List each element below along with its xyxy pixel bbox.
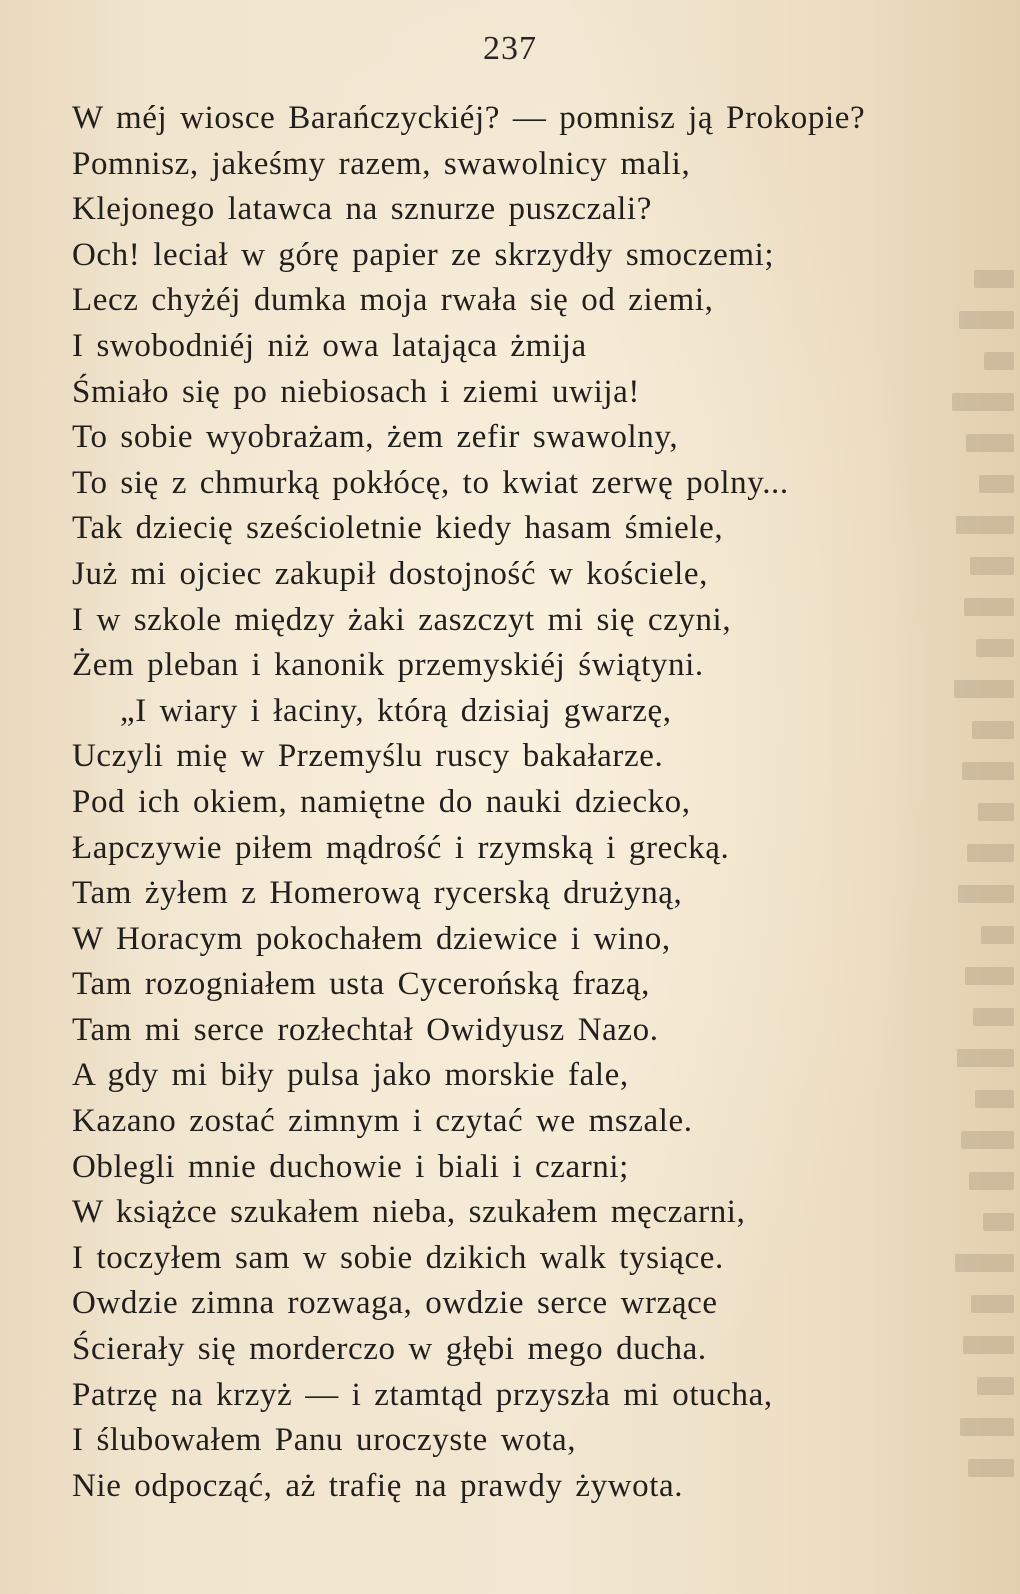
bleed-mark	[977, 1377, 1014, 1395]
poem-line: Tam mi serce rozłechtał Owidyusz Nazo.	[72, 1011, 659, 1048]
bleed-mark	[979, 475, 1014, 493]
bleed-mark	[960, 1418, 1014, 1436]
poem-line: W książce szukałem nieba, szukałem męczarni,	[72, 1194, 746, 1231]
bleed-mark	[966, 434, 1014, 452]
poem-line: I toczyłem sam w sobie dzikich walk tysiące.	[72, 1239, 724, 1276]
poem-line: Owdzie zimna rozwaga, owdzie serce wrzące	[72, 1285, 718, 1322]
bleed-mark	[962, 762, 1014, 780]
bleed-mark	[975, 1090, 1014, 1108]
bleed-mark	[952, 393, 1014, 411]
poem-line: Tak dziecię sześcioletnie kiedy hasam śmiele,	[72, 510, 724, 547]
poem-line: Och! leciał w górę papier ze skrzydły smoczemi;	[72, 236, 775, 273]
poem-line: Ścierały się morderczo w głębi mego ducha.	[72, 1331, 707, 1368]
bleed-mark	[984, 352, 1014, 370]
poem-line: Pomnisz, jakeśmy razem, swawolnicy mali,	[72, 145, 691, 182]
bleed-mark	[973, 1008, 1014, 1026]
bleed-mark	[961, 1131, 1014, 1149]
bleed-mark	[981, 926, 1014, 944]
poem-line: Tam rozogniałem usta Cycerońską frazą,	[72, 966, 651, 1003]
poem-line: Nie odpocząć, aż trafię na prawdy żywota.	[72, 1467, 684, 1504]
poem-line: Kazano zostać zimnym i czytać we mszale.	[72, 1103, 693, 1140]
poem-line: Lecz chyżéj dumka moja rwała się od ziemi,	[72, 282, 714, 319]
poem-line: To sobie wyobrażam, żem zefir swawolny,	[72, 419, 679, 456]
poem-line: I w szkole między żaki zaszczyt mi się czyni,	[72, 601, 732, 638]
poem-line: Tam żyłem z Homerową rycerską drużyną,	[72, 875, 683, 912]
bleed-mark	[964, 598, 1014, 616]
bleed-mark	[968, 1459, 1014, 1477]
bleed-mark	[959, 311, 1014, 329]
bleed-mark	[971, 1295, 1014, 1313]
bleed-mark	[967, 844, 1014, 862]
bleed-mark	[978, 803, 1014, 821]
bleed-mark	[972, 721, 1014, 739]
bleed-mark	[954, 680, 1014, 698]
poem-line: Już mi ojciec zakupił dostojność w kościele,	[72, 555, 709, 592]
poem-line: I swobodniéj niż owa latająca żmija	[72, 327, 587, 364]
bleed-mark	[974, 270, 1014, 288]
bleed-mark	[965, 967, 1014, 985]
poem-line: Żem pleban i kanonik przemyskiéj świątyni.	[72, 647, 704, 684]
bleed-mark	[969, 1172, 1014, 1190]
poem-line: Łapczywie piłem mądrość i rzymską i grecką.	[72, 829, 730, 866]
bleed-mark	[976, 639, 1014, 657]
poem-line: „I wiary i łaciny, którą dzisiaj gwarzę,	[120, 692, 672, 729]
poem-line: Oblegli mnie duchowie i biali i czarni;	[72, 1148, 629, 1185]
bleed-mark	[970, 557, 1014, 575]
bleed-mark	[983, 1213, 1014, 1231]
bleed-mark	[956, 516, 1014, 534]
poem-line: Pod ich okiem, namiętne do nauki dziecko,	[72, 783, 691, 820]
poem-line: W méj wiosce Barańczyckiéj? — pomnisz ją Prokopie?	[72, 100, 866, 136]
page-number: 237	[483, 30, 537, 67]
poem-line: Klejonego latawca na sznurze puszczali?	[72, 191, 652, 228]
poem-line: Śmiało się po niebiosach i ziemi uwija!	[72, 373, 640, 410]
bleed-mark	[958, 885, 1014, 903]
poem-line: A gdy mi biły pulsa jako morskie fale,	[72, 1057, 629, 1094]
poem-line: Uczyli mię w Przemyślu ruscy bakałarze.	[72, 738, 664, 775]
poem-line: W Horacym pokochałem dziewice i wino,	[72, 920, 671, 957]
poem-line: Patrzę na krzyż — i ztamtąd przyszła mi otucha,	[72, 1376, 773, 1413]
bleed-mark	[957, 1049, 1014, 1067]
poem-line: I ślubowałem Panu uroczyste wota,	[72, 1422, 577, 1459]
bleed-mark	[963, 1336, 1014, 1354]
poem-line: To się z chmurką pokłócę, to kwiat zerwę polny...	[72, 464, 789, 501]
poem-text	[72, 96, 952, 1509]
bleed-mark	[955, 1254, 1014, 1272]
